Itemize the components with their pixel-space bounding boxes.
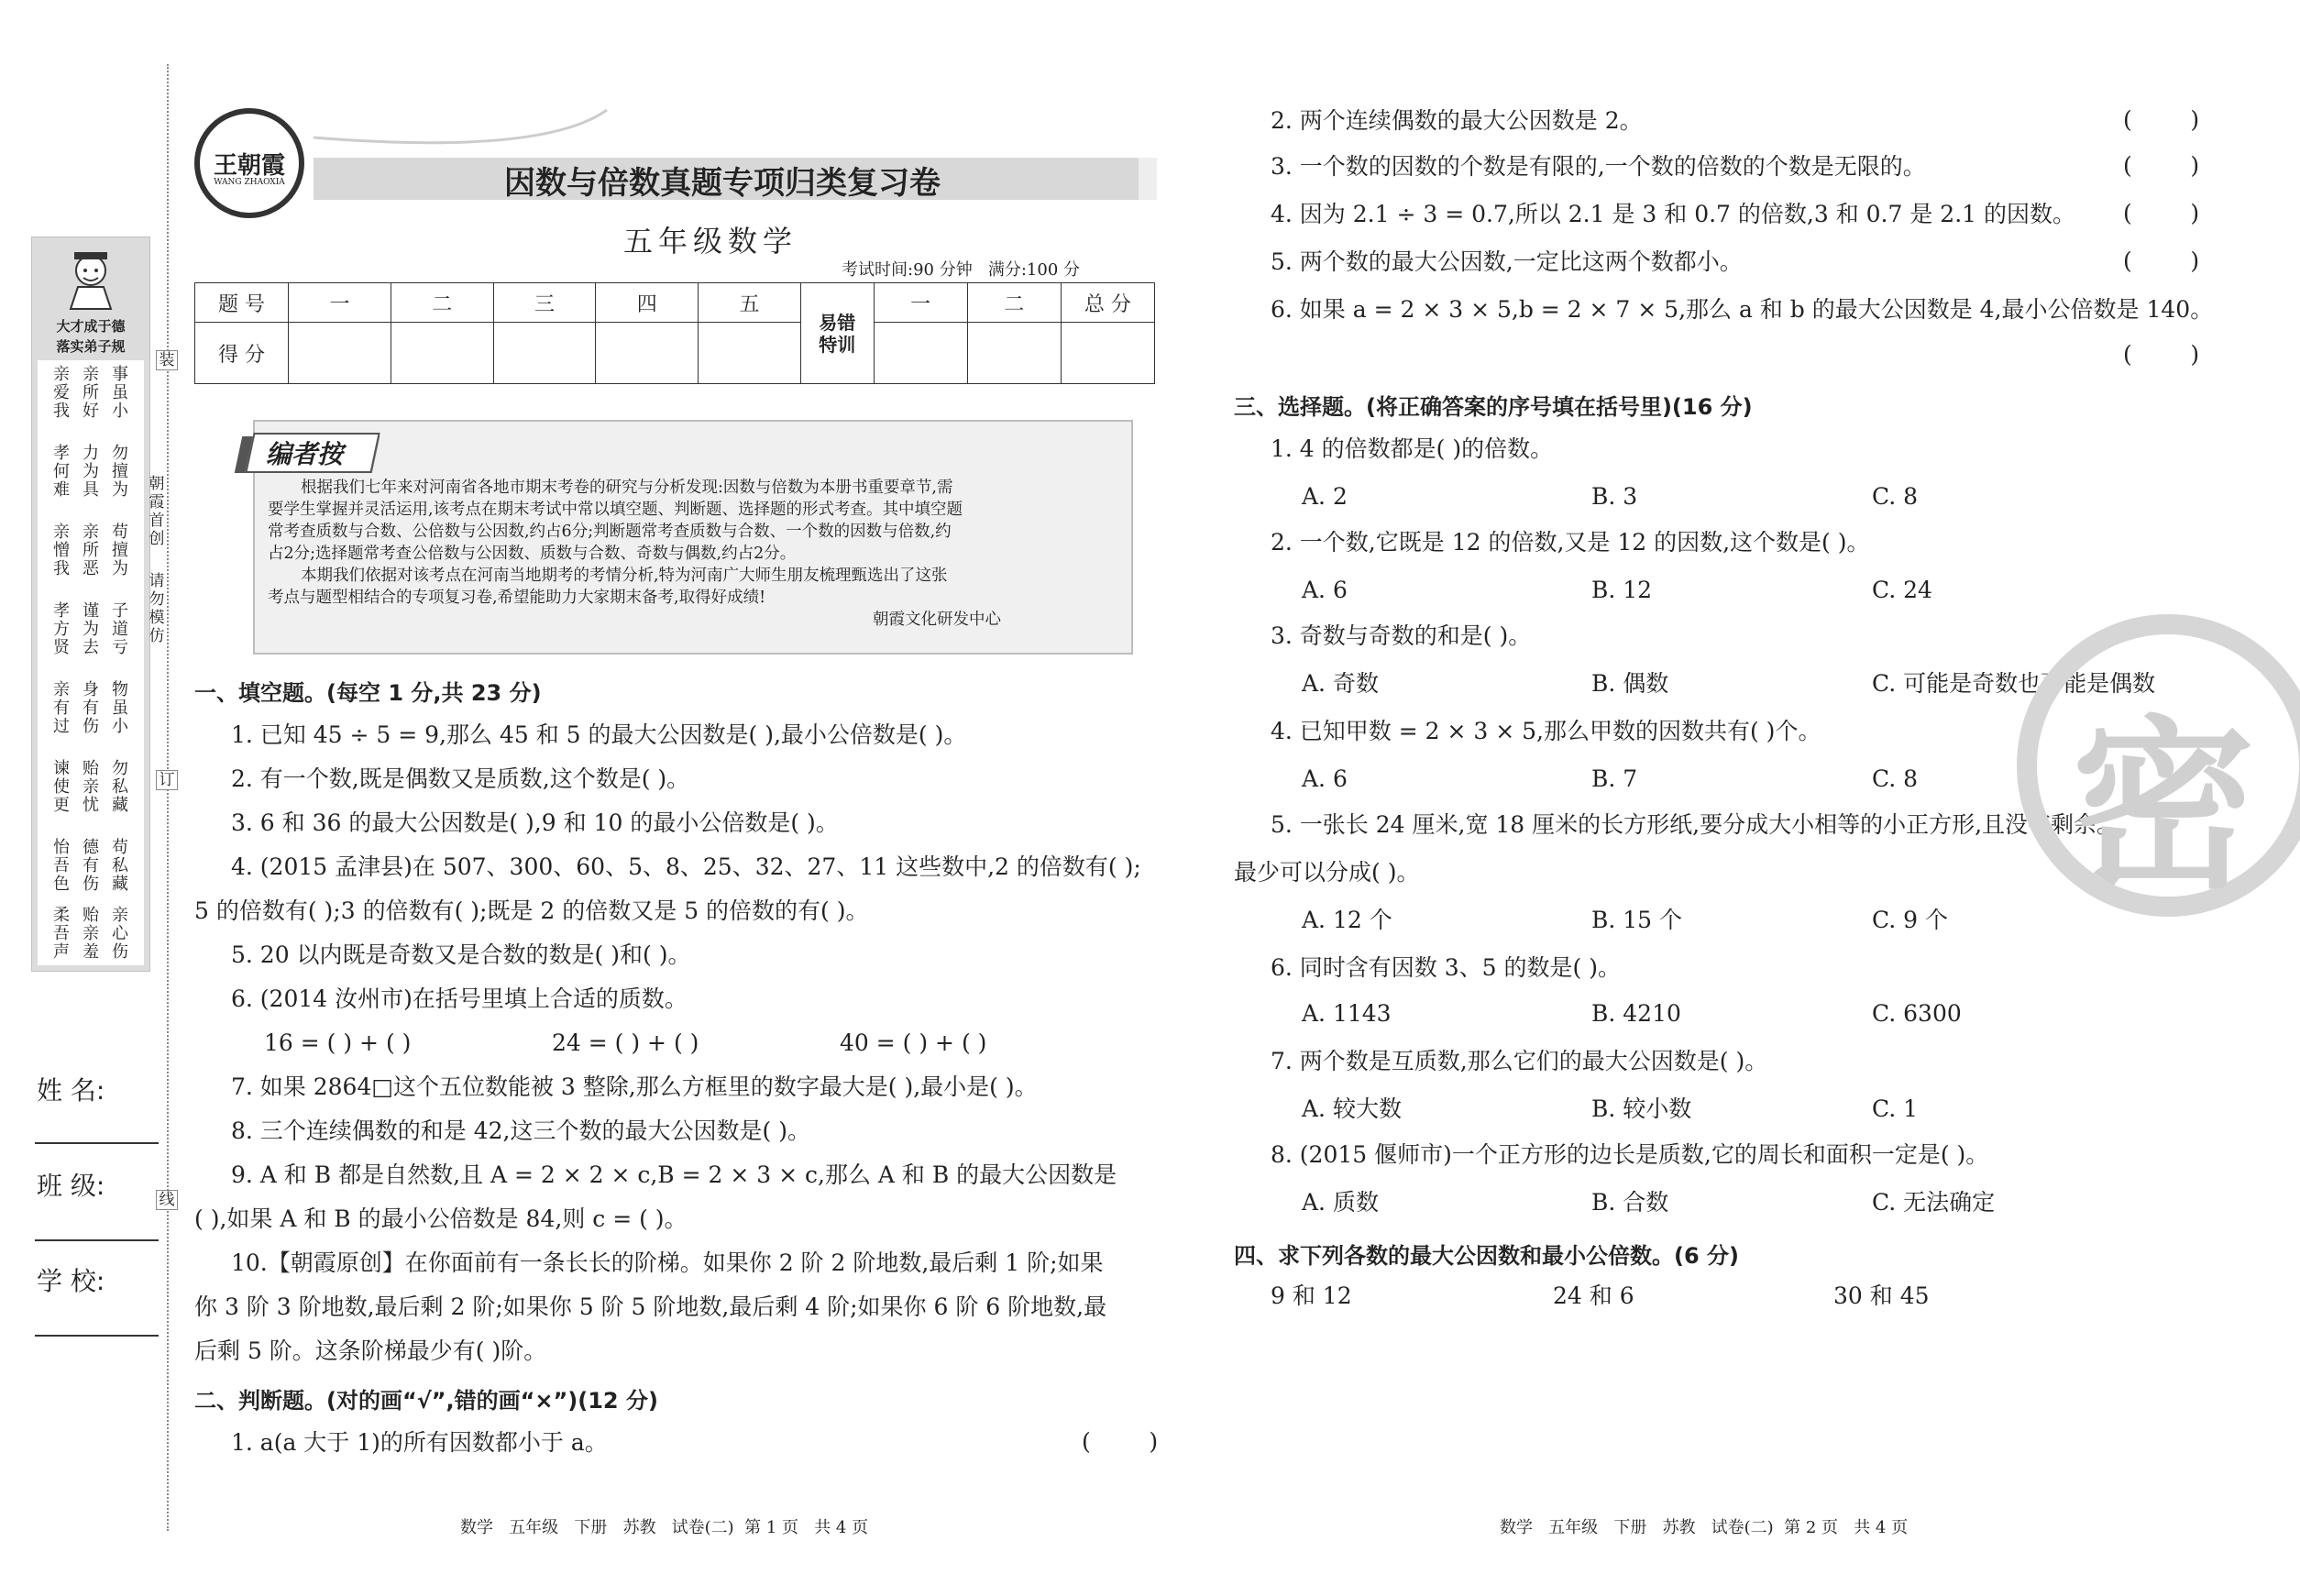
option-a[interactable]: A. 质数	[1302, 1189, 1379, 1216]
editor-note-signature: 朝霞文化研发中心	[873, 611, 1001, 629]
score-header-cell: 一	[289, 283, 391, 323]
score-input-cell[interactable]	[874, 323, 967, 384]
score-header-cell: 五	[699, 283, 801, 323]
option-b[interactable]: B. 合数	[1591, 1189, 1669, 1216]
option-a[interactable]: A. 1143	[1302, 1000, 1392, 1027]
binding-line	[167, 64, 169, 1531]
question-text: 5. 两个数的最大公因数,一定比这两个数都小。	[1271, 248, 1743, 275]
question-text: 最少可以分成( )。	[1234, 859, 1420, 886]
rule-text: 子道亏	[112, 601, 128, 657]
rule-text: 怡吾色	[53, 838, 70, 894]
question-text: 6. 如果 a = 2 × 3 × 5,b = 2 × 7 × 5,那么 a 和 b 的最大公因数是 4,最小公倍数是 140。	[1271, 296, 2214, 323]
exam-info: 考试时间:90 分钟 满分:100 分	[842, 260, 1080, 280]
rule-text: 亲所好	[83, 365, 99, 421]
section-2-title: 二、判断题。(对的画“√”,错的画“×”)(12 分)	[194, 1388, 658, 1414]
question-text: 5 的倍数有( );3 的倍数有( );既是 2 的倍数又是 5 的倍数的有( )。	[194, 897, 869, 924]
answer-paren[interactable]: ( )	[1082, 1428, 1159, 1455]
score-input-cell[interactable]	[967, 323, 1061, 384]
rule-text: 亲心伤	[112, 906, 128, 962]
logo	[194, 108, 304, 218]
editor-note-line: 本期我们依据对该考点在河南当地期考的考情分析,特为河南广大师生朋友梳理甄选出了这张	[301, 567, 948, 585]
school-field[interactable]	[35, 1335, 159, 1337]
rule-text: 谨为去	[83, 601, 99, 657]
option-a[interactable]: A. 奇数	[1302, 670, 1379, 697]
score-table	[194, 282, 1155, 384]
editor-note-line: 根据我们七年来对河南省各地市期末考卷的研究与分析发现:因数与倍数为本册书重要章节,需	[301, 479, 953, 497]
question-text: 4. 已知甲数 = 2 × 3 × 5,那么甲数的因数共有( )个。	[1271, 718, 1821, 744]
question-text: 2. 有一个数,既是偶数又是质数,这个数是( )。	[231, 765, 690, 792]
rule-text: 亲所恶	[83, 523, 99, 578]
question-text: 7. 如果 2864□这个五位数能被 3 整除,那么方框里的数字最大是( ),最小是( )。	[231, 1073, 1038, 1100]
scholar-figure-icon	[58, 247, 124, 311]
option-b[interactable]: B. 偶数	[1591, 670, 1669, 697]
option-b[interactable]: B. 4210	[1591, 1000, 1681, 1027]
question-text: 1. 已知 45 ÷ 5 = 9,那么 45 和 5 的最大公因数是( ),最小公倍数是( )。	[231, 721, 967, 748]
name-label: 姓 名:	[37, 1075, 105, 1106]
question-text: 4. (2015 孟津县)在 507、300、60、5、8、25、32、27、11 这些数中,2 的倍数有( );	[231, 853, 1141, 880]
rule-text: 勿擅为	[112, 444, 128, 500]
score-header-cell-special: 易错特训	[800, 283, 874, 384]
question-text: 6. 同时含有因数 3、5 的数是( )。	[1271, 954, 1621, 981]
score-header-cell: 总 分	[1061, 283, 1154, 323]
rule-text: 勿私藏	[112, 759, 128, 815]
editor-note-box	[253, 420, 1133, 655]
rule-text: 事虽小	[112, 365, 128, 421]
class-label: 班 级:	[37, 1171, 105, 1201]
option-b[interactable]: B. 7	[1591, 765, 1638, 792]
score-header-cell: 二	[967, 283, 1061, 323]
question-text: 3. 奇数与奇数的和是( )。	[1271, 622, 1532, 649]
question-text: 1. a(a 大于 1)的所有因数都小于 a。	[231, 1429, 608, 1456]
score-row-label: 得 分	[195, 323, 289, 384]
rule-text: 柔吾声	[53, 906, 70, 962]
question-text: 5. 20 以内既是奇数又是合数的数是( )和( )。	[231, 941, 691, 968]
option-b[interactable]: B. 3	[1591, 483, 1638, 510]
editor-note-heading: 编者按	[266, 439, 344, 469]
rule-text: 谏使更	[53, 759, 70, 815]
score-input-cell[interactable]	[596, 323, 699, 384]
footer-left: 数学 五年级 下册 苏教 试卷(二) 第 1 页 共 4 页	[460, 1518, 869, 1537]
binding-mark-1: 装	[156, 350, 178, 370]
option-c[interactable]: C. 8	[1872, 765, 1919, 792]
rule-text: 贻亲忧	[83, 759, 99, 815]
question-text: 8. 三个连续偶数的和是 42,这三个数的最大公因数是( )。	[231, 1117, 810, 1144]
question-text: 10.【朝霞原创】在你面前有一条长长的阶梯。如果你 2 阶 2 阶地数,最后剩 1 阶;如果	[231, 1249, 1104, 1276]
editor-note-line: 常考查质数与合数、公倍数与公因数,约占6分;判断题常考查质数与合数、一个数的因数与倍数,约	[268, 523, 952, 541]
rule-text: 身有伤	[83, 680, 99, 736]
option-a[interactable]: A. 较大数	[1302, 1095, 1402, 1122]
option-b[interactable]: B. 15 个	[1591, 907, 1683, 933]
motto-2: 落实弟子规	[56, 338, 126, 355]
rule-text: 亲憎我	[53, 523, 70, 578]
class-field[interactable]	[35, 1239, 159, 1241]
school-label: 学 校:	[37, 1266, 105, 1296]
rule-text: 物虽小	[112, 680, 128, 736]
question-text: 你 3 阶 3 阶地数,最后剩 2 阶;如果你 5 阶 5 阶地数,最后剩 4 阶;如果你 6 阶 6 阶地数,最	[194, 1293, 1107, 1320]
question-text: 16 = ( ) + ( )	[264, 1029, 412, 1056]
question-text: 40 = ( ) + ( )	[840, 1029, 987, 1056]
option-a[interactable]: A. 2	[1302, 483, 1348, 510]
answer-paren[interactable]: ( )	[2123, 152, 2200, 179]
name-field[interactable]	[35, 1142, 159, 1144]
rule-text: 孝何难	[53, 444, 70, 500]
page-title: 因数与倍数真题专项归类复习卷	[504, 165, 941, 202]
option-c[interactable]: C. 8	[1872, 483, 1919, 510]
score-input-cell[interactable]	[289, 323, 391, 384]
rule-text: 孝方贤	[53, 601, 70, 657]
question-text: ( ),如果 A 和 B 的最小公倍数是 84,则 c = ( )。	[194, 1205, 688, 1232]
score-input-cell[interactable]	[699, 323, 801, 384]
question-text: 24 = ( ) + ( )	[552, 1029, 699, 1056]
question-text: 后剩 5 阶。这条阶梯最少有( )阶。	[194, 1337, 547, 1364]
rule-text: 亲爱我	[53, 365, 70, 421]
option-c[interactable]: C. 6300	[1872, 1000, 1962, 1027]
warn-vertical: 请勿模仿	[149, 572, 165, 645]
answer-paren[interactable]: ( )	[2123, 248, 2200, 274]
score-header-cell: 二	[391, 283, 493, 323]
secret-stamp-char: 密	[2072, 700, 2256, 914]
question-text: 2. 一个数,它既是 12 的倍数,又是 12 的因数,这个数是( )。	[1271, 529, 1870, 556]
problem-item: 24 和 6	[1553, 1282, 1634, 1309]
rule-text: 亲有过	[53, 680, 70, 736]
option-c[interactable]: C. 24	[1872, 577, 1932, 603]
answer-paren[interactable]: ( )	[2123, 341, 2200, 368]
editor-note-line: 占2分;选择题常考查公倍数与公因数、质数与合数、奇数与偶数,约占2分。	[268, 545, 797, 563]
question-text: 5. 一张长 24 厘米,宽 18 厘米的长方形纸,要分成大小相等的小正方形,且没有剩余。	[1271, 811, 2120, 838]
rule-text: 苟私藏	[112, 838, 128, 894]
motto-strip	[31, 237, 150, 972]
option-c[interactable]: C. 9 个	[1872, 907, 1948, 933]
question-text: 6. (2014 汝州市)在括号里填上合适的质数。	[231, 985, 688, 1012]
section-1-title: 一、填空题。(每空 1 分,共 23 分)	[194, 680, 542, 706]
option-c[interactable]: C. 1	[1872, 1095, 1919, 1122]
rule-text: 力为具	[83, 444, 99, 500]
section-3-title: 三、选择题。(将正确答案的序号填在括号里)(16 分)	[1234, 394, 1753, 420]
page-subtitle: 五年级数学	[623, 224, 798, 259]
answer-paren[interactable]: ( )	[2123, 200, 2200, 226]
problem-item: 9 和 12	[1271, 1282, 1352, 1309]
question-text: 8. (2015 偃师市)一个正方形的边长是质数,它的周长和面积一定是( )。	[1271, 1141, 1989, 1168]
logo-text: 王朝霞	[213, 152, 285, 180]
question-text: 9. A 和 B 都是自然数,且 A = 2 × 2 × c,B = 2 × 3 × c,那么 A 和 B 的最大公因数是	[231, 1161, 1117, 1188]
score-header-cell: 题 号	[195, 283, 289, 323]
option-c[interactable]: C. 无法确定	[1872, 1189, 1996, 1216]
question-text: 7. 两个数是互质数,那么它们的最大公因数是( )。	[1271, 1048, 1768, 1074]
motto-1: 大才成于德	[56, 318, 126, 335]
score-input-cell[interactable]	[493, 323, 596, 384]
question-text: 3. 一个数的因数的个数是有限的,一个数的倍数的个数是无限的。	[1271, 153, 1926, 180]
editor-note-body	[268, 477, 1001, 631]
option-c[interactable]: C. 可能是奇数也可能是偶数	[1872, 670, 2156, 697]
rule-text: 苟擅为	[112, 523, 128, 578]
option-b[interactable]: B. 12	[1591, 577, 1653, 603]
binding-mark-3: 线	[156, 1190, 178, 1210]
rule-text: 贻亲羞	[83, 906, 99, 962]
answer-paren[interactable]: ( )	[2123, 106, 2200, 133]
footer-right: 数学 五年级 下册 苏教 试卷(二) 第 2 页 共 4 页	[1500, 1518, 1909, 1537]
question-text: 1. 4 的倍数都是( )的倍数。	[1271, 435, 1554, 462]
score-header-cell: 一	[874, 283, 967, 323]
rule-text: 德有伤	[83, 838, 99, 894]
option-b[interactable]: B. 较小数	[1591, 1095, 1692, 1122]
option-a[interactable]: A. 12 个	[1302, 907, 1392, 933]
score-input-cell[interactable]	[1061, 323, 1154, 384]
score-header-cell: 四	[596, 283, 699, 323]
brand-vertical: 朝霞首创	[149, 475, 165, 548]
question-text: 3. 6 和 36 的最大公因数是( ),9 和 10 的最小公倍数是( )。	[231, 809, 839, 836]
option-a[interactable]: A. 6	[1302, 765, 1348, 792]
editor-note-line: 要学生掌握并灵活运用,该考点在期末考试中常以填空题、判断题、选择题的形式考查。其中填空题	[268, 501, 963, 519]
score-input-cell[interactable]	[391, 323, 493, 384]
question-text: 4. 因为 2.1 ÷ 3 = 0.7,所以 2.1 是 3 和 0.7 的倍数,3 和 0.7 是 2.1 的因数。	[1271, 201, 2076, 227]
section-4-title: 四、求下列各数的最大公因数和最小公倍数。(6 分)	[1234, 1243, 1739, 1269]
binding-mark-2: 订	[156, 770, 178, 790]
question-text: 2. 两个连续偶数的最大公因数是 2。	[1271, 107, 1643, 134]
score-header-cell: 三	[493, 283, 596, 323]
logo-subtext: WANG ZHAOXIA	[214, 178, 285, 187]
option-a[interactable]: A. 6	[1302, 577, 1348, 603]
problem-item: 30 和 45	[1833, 1282, 1930, 1309]
editor-note-line: 考点与题型相结合的专项复习卷,希望能助力大家期末备考,取得好成绩!	[268, 589, 766, 607]
